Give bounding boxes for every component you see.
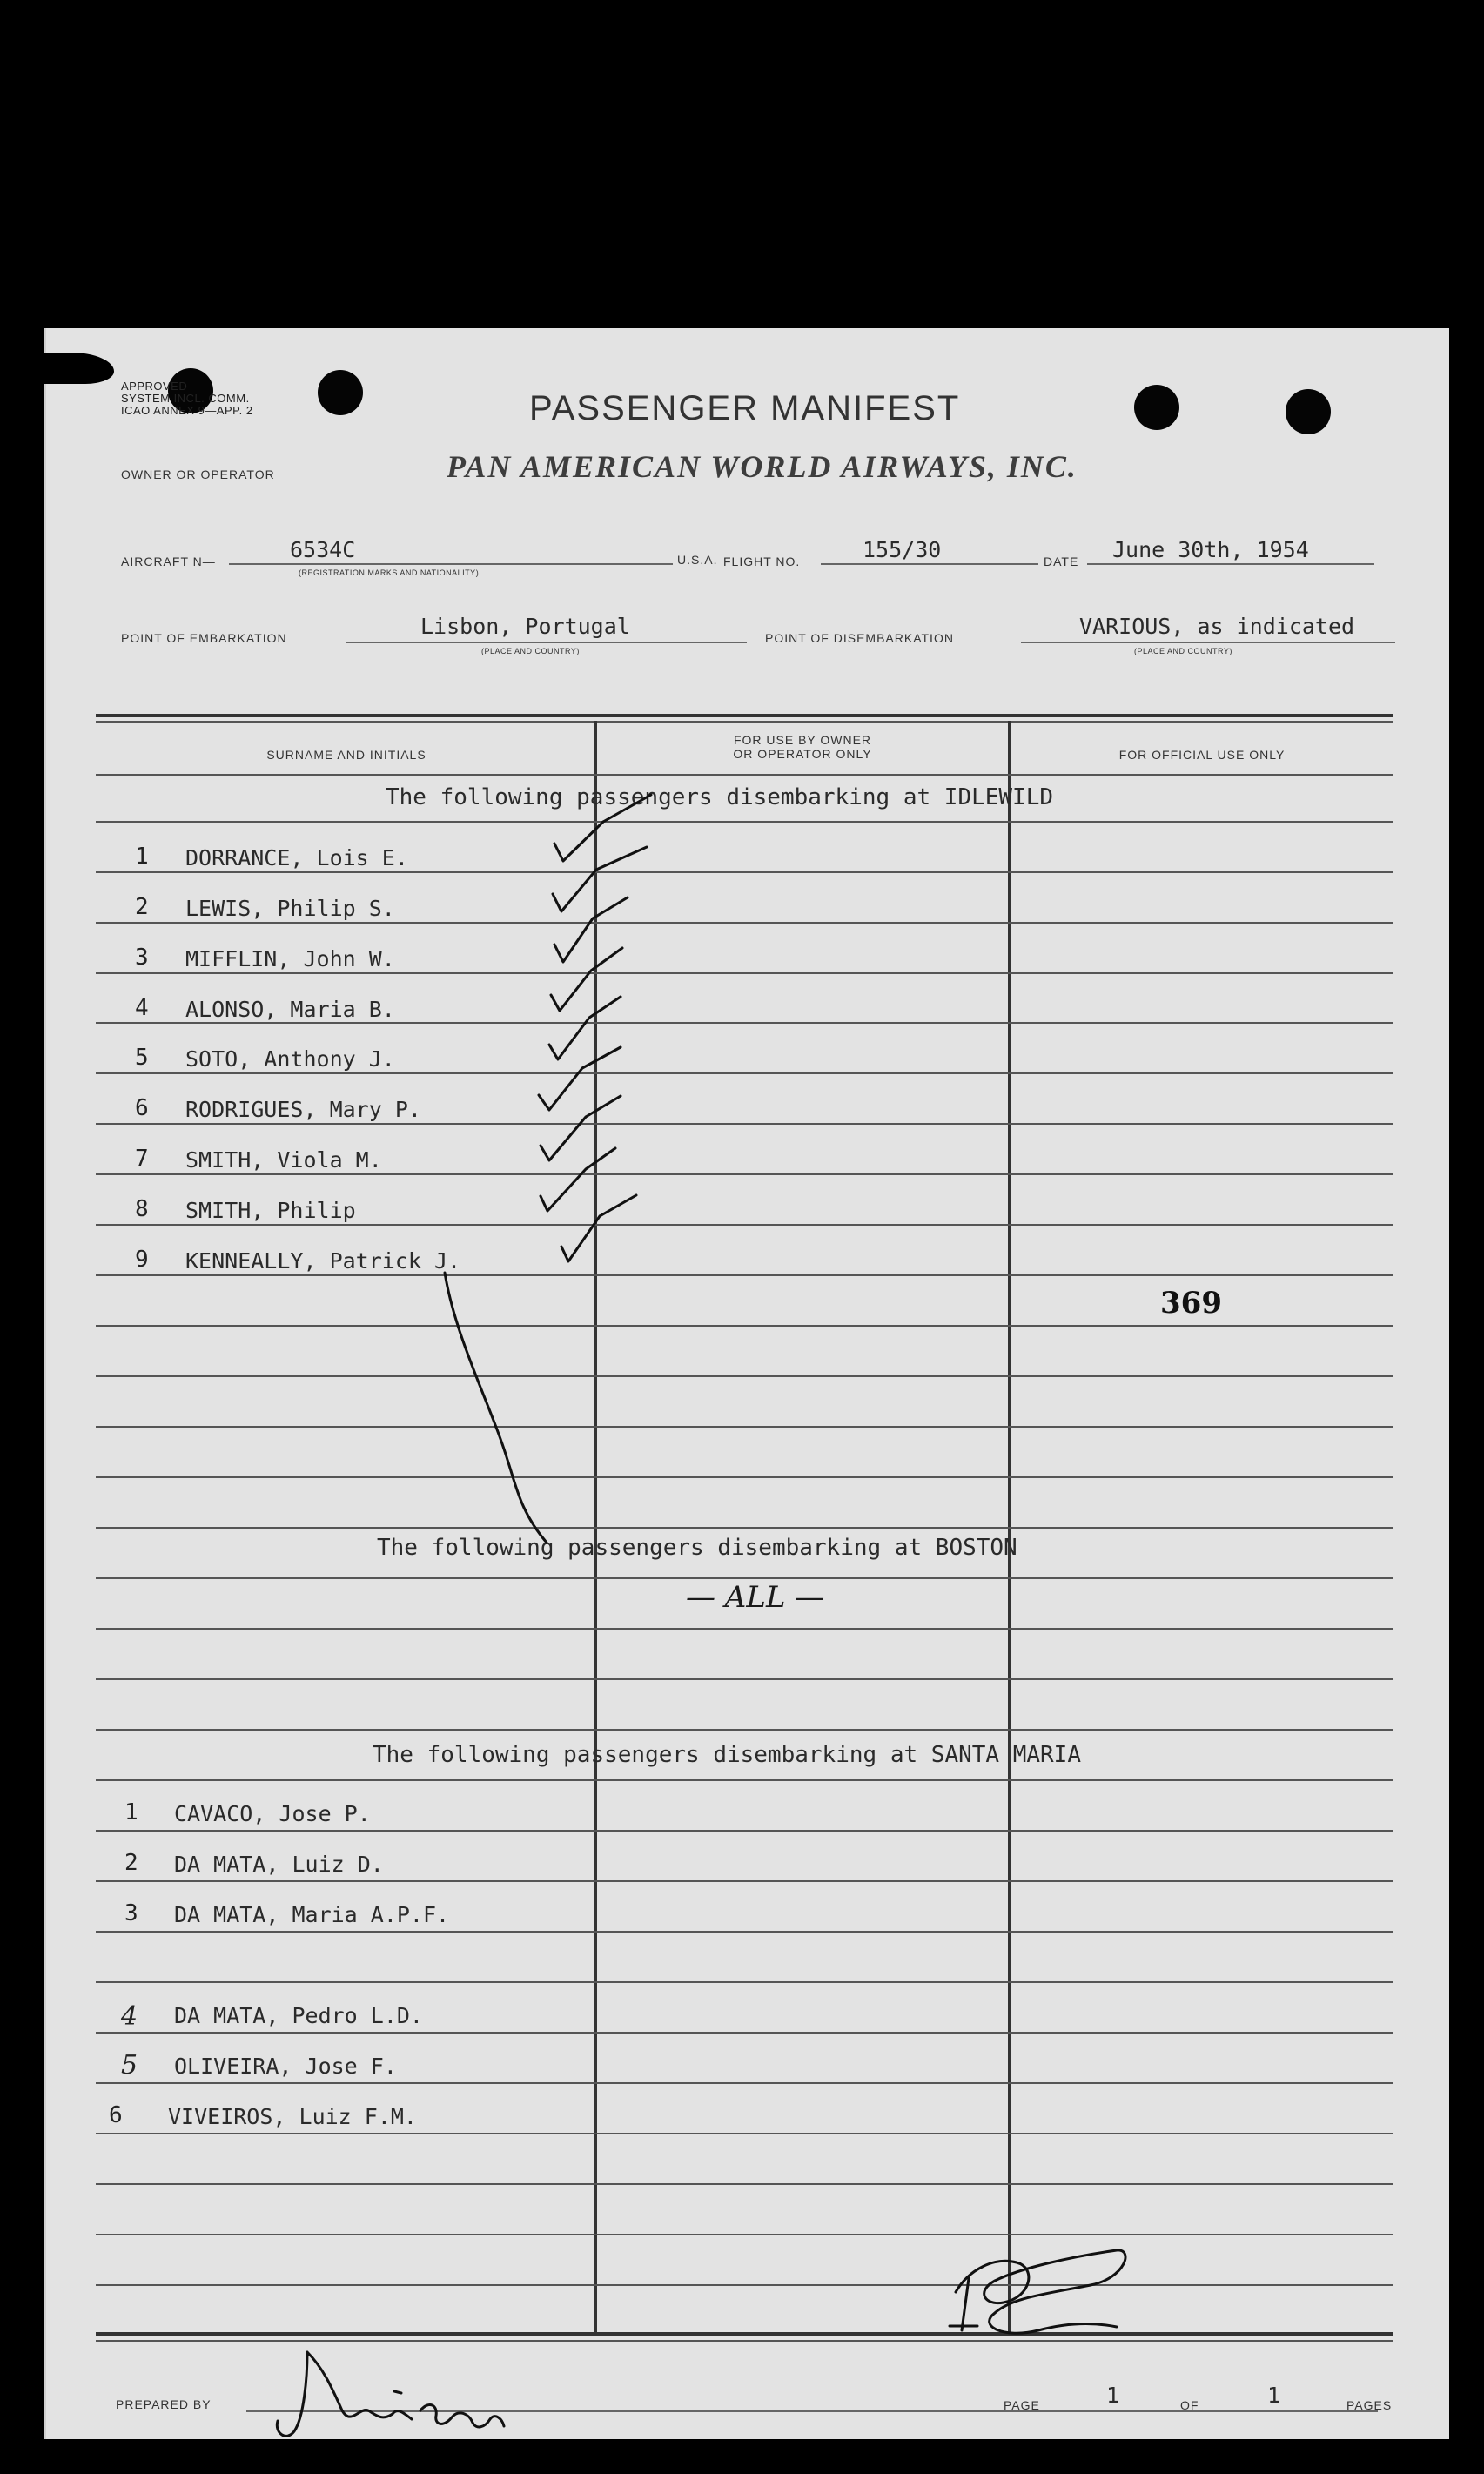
table-rule xyxy=(96,972,1393,974)
table-rule xyxy=(96,1779,1393,1781)
embark-label: POINT OF EMBARKATION xyxy=(121,631,287,645)
check-mark-icon xyxy=(561,1195,636,1261)
table-rule xyxy=(96,2133,1393,2134)
check-mark-icon xyxy=(541,1148,615,1211)
usa-label: U.S.A. xyxy=(677,553,718,567)
section-heading-idlewild: The following passengers disembarking at IDLEWILD xyxy=(386,784,1054,810)
check-mark-icon xyxy=(554,897,628,962)
passenger-name: DA MATA, Luiz D. xyxy=(174,1852,384,1877)
table-top-rule xyxy=(96,721,1393,723)
punch-hole xyxy=(1286,389,1331,434)
table-rule xyxy=(96,1628,1393,1630)
table-rule xyxy=(96,1022,1393,1024)
page-title: PASSENGER MANIFEST xyxy=(529,389,961,427)
row-number: 6 xyxy=(135,1095,149,1121)
table-rule xyxy=(96,2082,1393,2084)
prepared-by-label: PREPARED BY xyxy=(116,2397,212,2411)
manifest-sheet xyxy=(44,328,1449,2439)
row-number: 3 xyxy=(124,1900,138,1926)
table-rule xyxy=(96,1981,1393,1983)
table-rule xyxy=(96,1224,1393,1226)
initials-scribble-icon xyxy=(956,2250,1125,2333)
official-note: 369 xyxy=(1160,1286,1222,1321)
row-number: 5 xyxy=(121,2050,138,2081)
row-number: 9 xyxy=(135,1247,149,1273)
row-number: 6 xyxy=(109,2102,123,2128)
flight-underline xyxy=(821,563,1038,565)
passenger-name: CAVACO, Jose P. xyxy=(174,1801,371,1826)
row-number: 1 xyxy=(124,1799,138,1825)
table-rule xyxy=(96,2234,1393,2235)
aircraft-sublabel: (REGISTRATION MARKS AND NATIONALITY) xyxy=(299,568,480,577)
table-rule xyxy=(96,1426,1393,1428)
approval-line: ICAO ANNEX 9—APP. 2 xyxy=(121,404,253,417)
passenger-name: RODRIGUES, Mary P. xyxy=(185,1097,421,1122)
table-rule xyxy=(96,2032,1393,2034)
passenger-name: KENNEALLY, Patrick J. xyxy=(185,1248,461,1274)
disembark-label: POINT OF DISEMBARKATION xyxy=(765,631,954,645)
column-header-owner-line: OR OPERATOR ONLY xyxy=(733,747,872,761)
passenger-name: DA MATA, Maria A.P.F. xyxy=(174,1902,450,1927)
punch-hole xyxy=(318,370,363,415)
row-number: 4 xyxy=(121,2001,138,2032)
row-number: 8 xyxy=(135,1196,149,1222)
table-rule xyxy=(96,774,1393,776)
approval-line: APPROVED xyxy=(121,380,188,393)
passenger-name: LEWIS, Philip S. xyxy=(185,896,395,921)
aircraft-underline xyxy=(229,563,673,565)
row-number: 3 xyxy=(135,945,149,971)
flight-value: 155/30 xyxy=(863,537,942,562)
date-label: DATE xyxy=(1044,555,1079,568)
table-rule xyxy=(96,871,1393,873)
of-label: OF xyxy=(1180,2398,1199,2412)
passenger-name: DORRANCE, Lois E. xyxy=(185,845,408,871)
of-value: 1 xyxy=(1267,2383,1281,2408)
section-heading-boston: The following passengers disembarking at BOSTON xyxy=(377,1535,1017,1561)
owner-label: OWNER OR OPERATOR xyxy=(121,467,275,481)
passenger-name: OLIVEIRA, Jose F. xyxy=(174,2054,397,2079)
check-mark-icon xyxy=(551,948,622,1011)
passenger-name: SOTO, Anthony J. xyxy=(185,1046,395,1072)
prepared-by-underline xyxy=(246,2410,1047,2412)
table-rule xyxy=(96,1729,1393,1731)
row-number: 2 xyxy=(124,1850,138,1876)
table-rule xyxy=(96,1931,1393,1933)
initials-scribble-icon xyxy=(950,2278,977,2330)
row-number: 2 xyxy=(135,894,149,920)
approval-notice xyxy=(121,380,253,417)
date-underline xyxy=(1087,563,1374,565)
row-number: 1 xyxy=(135,844,149,870)
table-bottom-rule xyxy=(96,2332,1393,2336)
passenger-name: SMITH, Viola M. xyxy=(185,1147,382,1173)
table-top-rule xyxy=(96,714,1393,717)
disembark-underline xyxy=(1021,642,1395,643)
passenger-name: MIFFLIN, John W. xyxy=(185,946,395,971)
table-rule xyxy=(96,1072,1393,1074)
table-rule xyxy=(96,1880,1393,1882)
page-label: PAGE xyxy=(1004,2398,1040,2412)
row-number: 4 xyxy=(135,995,149,1021)
punch-hole xyxy=(1134,385,1179,430)
torn-corner xyxy=(43,353,114,384)
check-mark-icon xyxy=(553,847,647,911)
table-rule xyxy=(96,821,1393,823)
pages-label: PAGES xyxy=(1346,2398,1393,2412)
column-header-owner-line: FOR USE BY OWNER xyxy=(733,733,872,747)
column-header-owner xyxy=(597,733,1008,761)
table-bottom-rule xyxy=(96,2340,1393,2342)
check-mark-icon xyxy=(539,1047,621,1110)
table-rule xyxy=(96,1123,1393,1125)
operator-name: PAN AMERICAN WORLD AIRWAYS, INC. xyxy=(447,449,1078,484)
approval-line: SYSTEM INCL. COMM. xyxy=(121,392,250,405)
table-rule xyxy=(96,1173,1393,1175)
check-mark-icon xyxy=(541,1096,621,1160)
table-rule xyxy=(96,1325,1393,1327)
table-rule xyxy=(96,1678,1393,1680)
handwritten-note: — ALL — xyxy=(686,1580,825,1615)
passenger-name: DA MATA, Pedro L.D. xyxy=(174,2003,423,2028)
column-header-official: FOR OFFICIAL USE ONLY xyxy=(1118,748,1286,762)
row-number: 7 xyxy=(135,1146,149,1172)
page-value: 1 xyxy=(1106,2383,1120,2408)
flight-label: FLIGHT NO. xyxy=(723,555,801,568)
embark-value: Lisbon, Portugal xyxy=(420,614,630,639)
date-value: June 30th, 1954 xyxy=(1112,537,1309,562)
table-rule xyxy=(96,1274,1393,1276)
row-number: 5 xyxy=(135,1045,149,1071)
table-rule xyxy=(96,1577,1393,1579)
aircraft-value: 6534C xyxy=(290,537,356,562)
table-rule xyxy=(96,1830,1393,1832)
table-rule xyxy=(96,922,1393,924)
signature-icon xyxy=(277,2352,504,2436)
passenger-name: VIVEIROS, Luiz F.M. xyxy=(168,2104,417,2129)
check-mark-icon xyxy=(549,997,621,1059)
aircraft-label: AIRCRAFT N— xyxy=(121,555,216,568)
disembark-sublabel: (PLACE AND COUNTRY) xyxy=(1134,647,1232,655)
disembark-value: VARIOUS, as indicated xyxy=(1079,614,1355,639)
embark-sublabel: (PLACE AND COUNTRY) xyxy=(481,647,580,655)
passenger-name: ALONSO, Maria B. xyxy=(185,997,395,1022)
table-rule xyxy=(96,1476,1393,1478)
passenger-name: SMITH, Philip xyxy=(185,1198,356,1223)
bracket-line-icon xyxy=(445,1273,547,1543)
section-heading-santa-maria: The following passengers disembarking at SANTA MARIA xyxy=(373,1742,1081,1768)
column-header-name: SURNAME AND INITIALS xyxy=(266,748,426,762)
table-rule xyxy=(96,2284,1393,2286)
table-rule xyxy=(96,1527,1393,1529)
table-rule xyxy=(96,1375,1393,1377)
embark-underline xyxy=(346,642,747,643)
table-rule xyxy=(96,2183,1393,2185)
